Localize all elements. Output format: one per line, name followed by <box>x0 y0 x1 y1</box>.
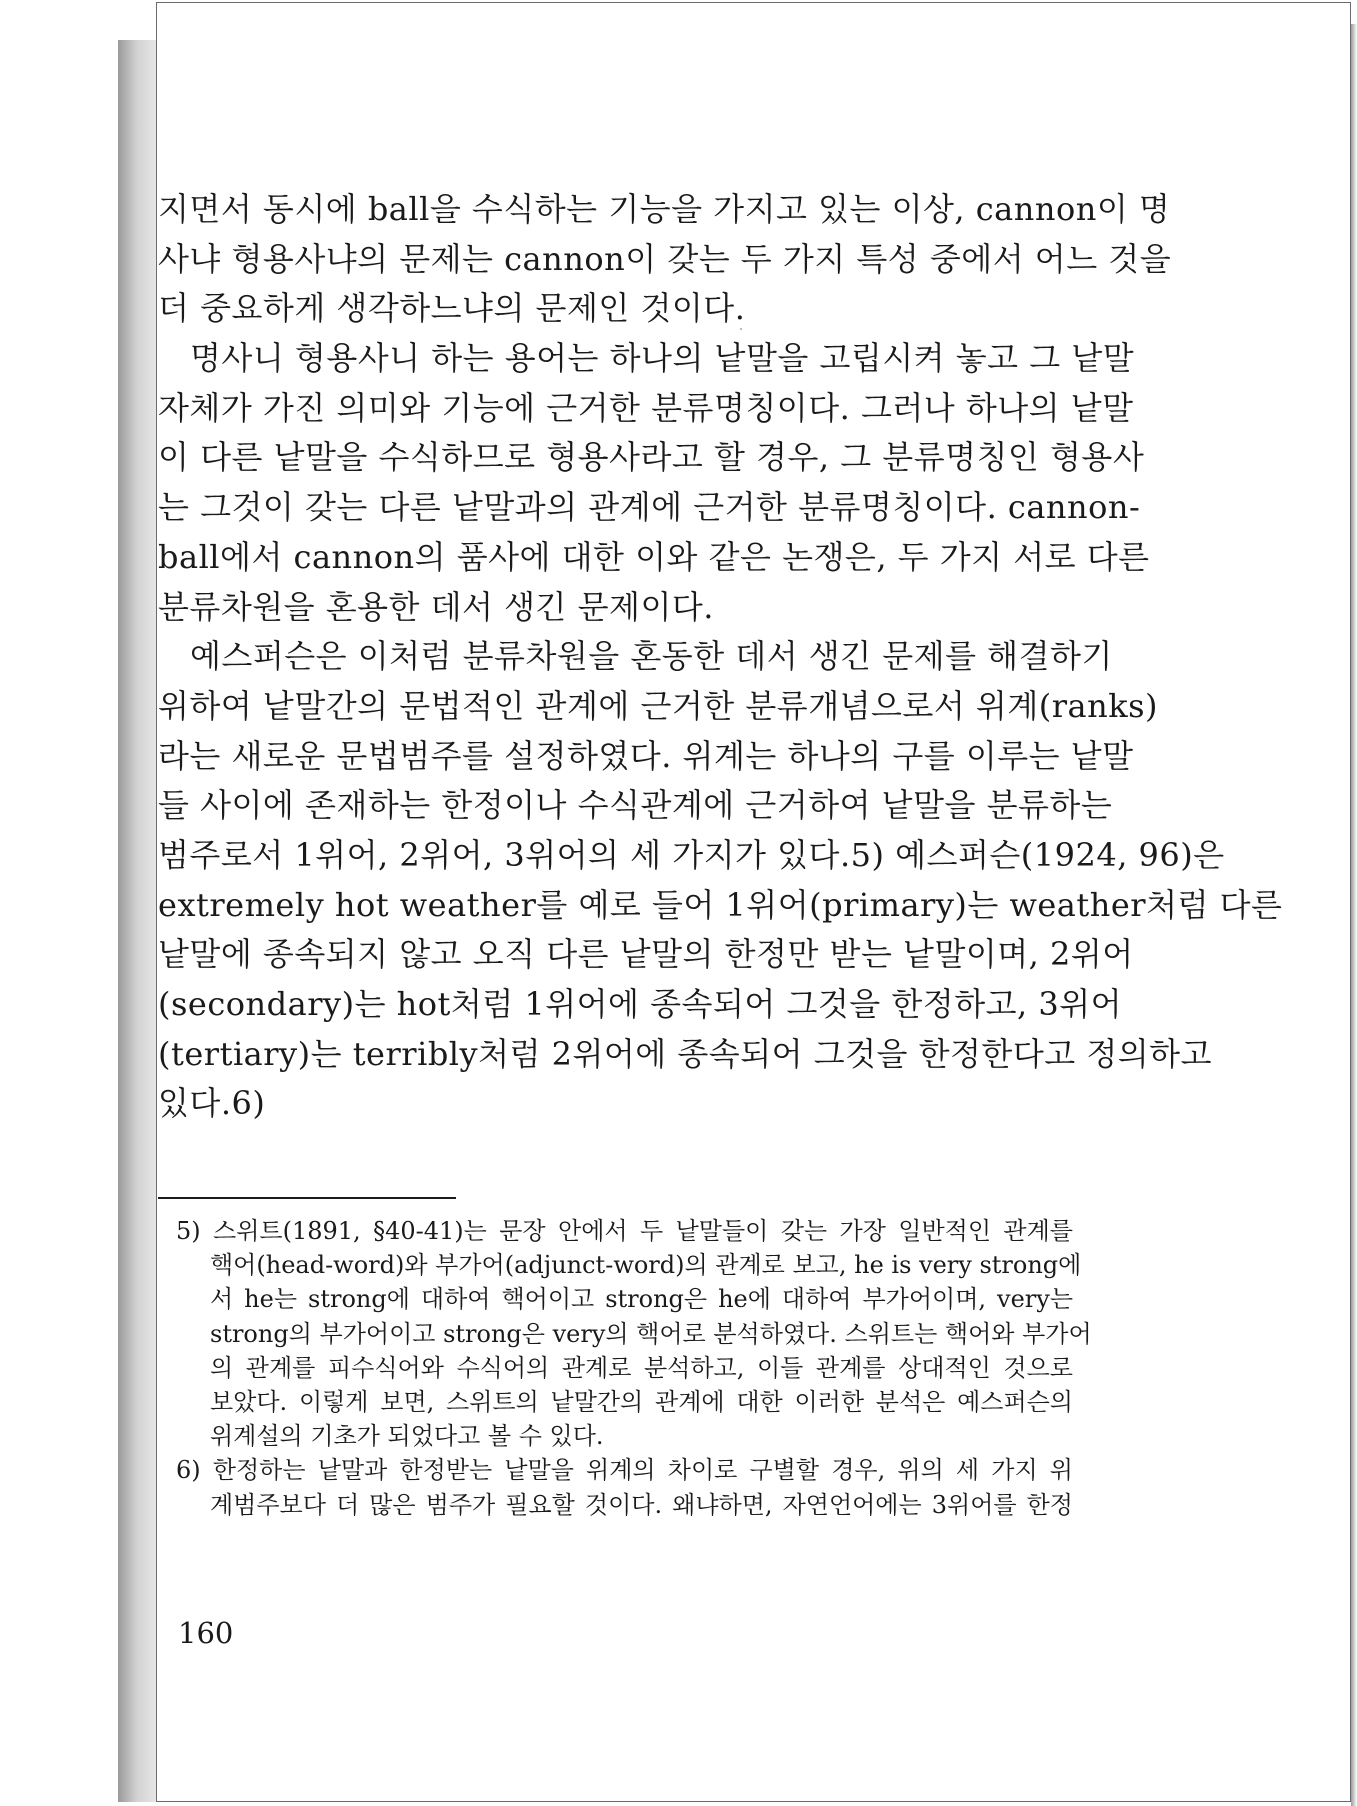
body-line: 범주로서 1위어, 2위어, 3위어의 세 가지가 있다.5) 예스퍼슨(1924, 96)은 <box>158 835 1225 874</box>
body-line: 라는 새로운 문법범주를 설정하였다. 위계는 하나의 구를 이루는 낱말 <box>158 736 1134 775</box>
footnotes <box>176 1214 1092 1522</box>
body-line: extremely hot weather를 예로 들어 1위어(primary)는 weather처럼 다른 <box>158 885 1283 924</box>
body-line: 예스퍼슨은 이처럼 분류차원을 혼동한 데서 생긴 문제를 해결하기 <box>190 637 1113 676</box>
body-line: 명사니 형용사니 하는 용어는 하나의 낱말을 고립시켜 놓고 그 낱말 <box>190 339 1135 378</box>
page-edge-shadow <box>1351 24 1357 1806</box>
footnote-separator <box>158 1197 456 1199</box>
body-line: (tertiary)는 terribly처럼 2위어에 종속되어 그것을 한정한다고 정의하고 <box>158 1034 1212 1073</box>
body-line: 분류차원을 혼용한 데서 생긴 문제이다. <box>158 587 714 626</box>
body-line: 지면서 동시에 ball을 수식하는 기능을 가지고 있는 이상, cannon이 명 <box>158 190 1171 228</box>
body-line: 이 다른 낱말을 수식하므로 형용사라고 할 경우, 그 분류명칭인 형용사 <box>158 438 1145 477</box>
body-line: ball에서 cannon의 품사에 대한 이와 같은 논쟁은, 두 가지 서로 다른 <box>158 537 1150 576</box>
book-spine <box>118 40 156 1802</box>
footnote-line: 핵어(head-word)와 부가어(adjunct-word)의 관계로 보고, he is very strong에 <box>210 1251 1082 1280</box>
body-text <box>158 185 1283 1129</box>
body-line: 더 중요하게 생각하느냐의 문제인 것이다. <box>158 289 746 328</box>
page-number: 160 <box>178 1616 234 1650</box>
footnote-line: 서 he는 strong에 대하여 핵어이고 strong은 he에 대하여 부가어이며, very는 <box>210 1285 1073 1314</box>
body-line: (secondary)는 hot처럼 1위어에 종속되어 그것을 한정하고, 3위어 <box>158 985 1123 1023</box>
footnote-line: 보았다. 이렇게 보면, 스위트의 낱말간의 관계에 대한 이러한 분석은 예스퍼슨의 <box>210 1387 1073 1416</box>
body-line: 있다.6) <box>158 1084 266 1123</box>
body-line: 낱말에 종속되지 않고 오직 다른 낱말의 한정만 받는 낱말이며, 2위어 <box>158 935 1134 974</box>
body-line: 사냐 형용사냐의 문제는 cannon이 갖는 두 가지 특성 중에서 어느 것을 <box>158 239 1172 278</box>
footnote-line: 의 관계를 피수식어와 수식어의 관계로 분석하고, 이들 관계를 상대적인 것으로 <box>210 1353 1073 1382</box>
footnote-line: 위계설의 기초가 되었다고 볼 수 있다. <box>210 1422 604 1451</box>
body-line: 자체가 가진 의미와 기능에 근거한 분류명칭이다. 그러나 하나의 낱말 <box>158 388 1134 427</box>
footnote-line: 5) 스위트(1891, §40-41)는 문장 안에서 두 낱말들이 갖는 가장 일반적인 관계를 <box>176 1217 1073 1245</box>
footnote-line: strong의 부가어이고 strong은 very의 핵어로 분석하였다. 스위트는 핵어와 부가어 <box>210 1319 1092 1348</box>
footnote-line: 6) 한정하는 낱말과 한정받는 낱말을 위계의 차이로 구별할 경우, 위의 세 가지 위 <box>176 1456 1073 1485</box>
body-line: 들 사이에 존재하는 한정이나 수식관계에 근거하여 낱말을 분류하는 <box>158 786 1113 825</box>
body-line: 위하여 낱말간의 문법적인 관계에 근거한 분류개념으로서 위계(ranks) <box>158 686 1159 725</box>
footnote-line: 계범주보다 더 많은 범주가 필요할 것이다. 왜냐하면, 자연언어에는 3위어를 한정 <box>210 1490 1073 1519</box>
body-line: 는 그것이 갖는 다른 낱말과의 관계에 근거한 분류명칭이다. cannon- <box>158 488 1141 527</box>
